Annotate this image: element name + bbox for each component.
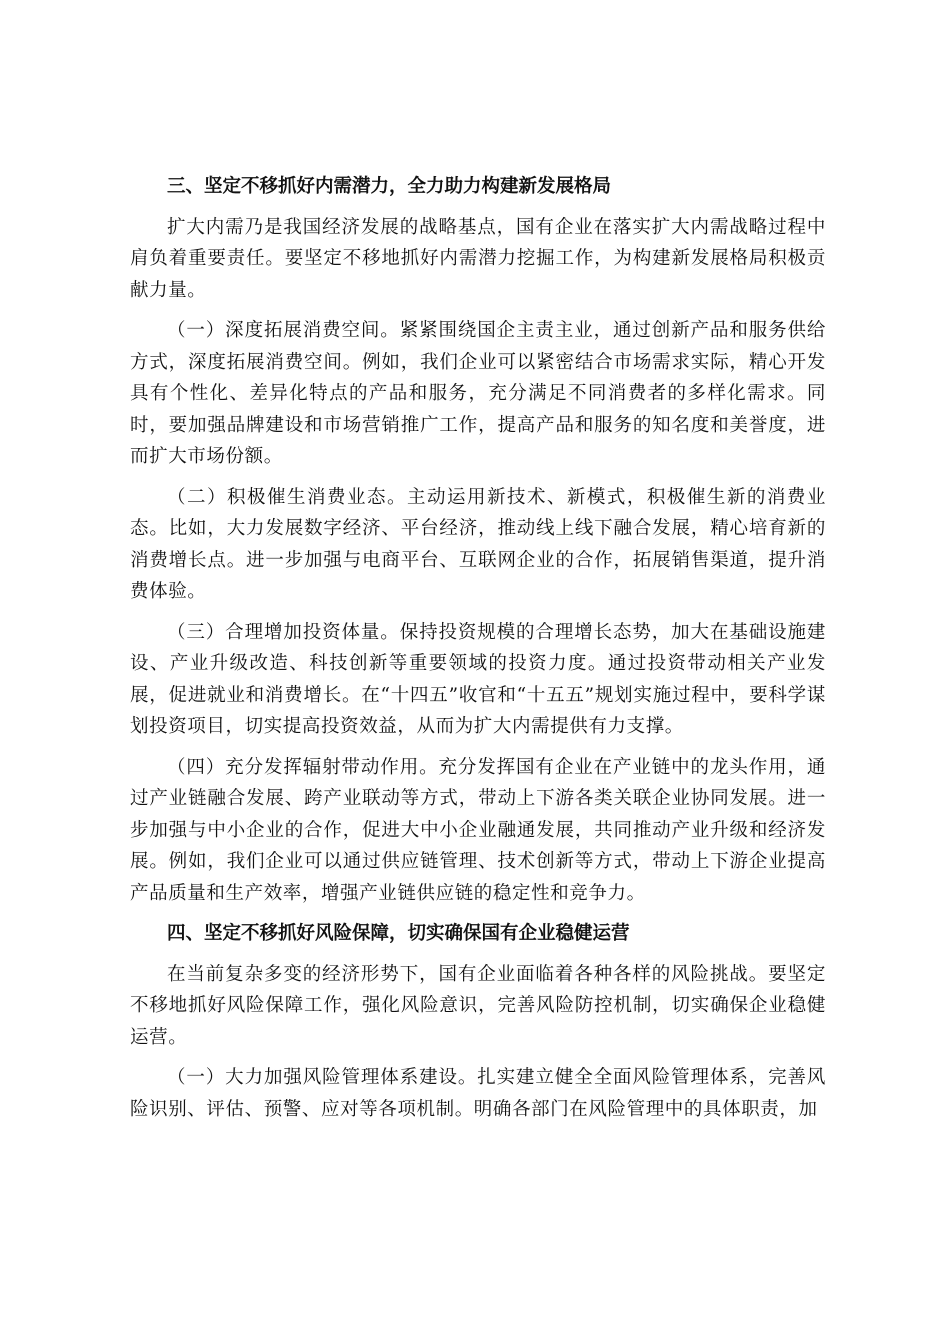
section-3-item-3-paragraph: （三）合理增加投资体量。保持投资规模的合理增长态势，加大在基础设施建设、产业升级改造、科技创新等重要领域的投资力度。通过投资带动相关产业发展，促进就业和消费增长。在“十四五”收官和“十五五”规划实施过程中，要科学谋划投资项目，切实提高投资效益，从而为扩大内需提供有力支撑。 [130, 621, 826, 737]
document-body [130, 171, 826, 1134]
section-3-heading: 三、坚定不移抓好内需潜力，全力助力构建新发展格局 [167, 176, 612, 197]
section-4-intro-paragraph: 在当前复杂多变的经济形势下，国有企业面临着各种各样的风险挑战。要坚定不移地抓好风险保障工作，强化风险意识，完善风险防控机制，切实确保企业稳健运营。 [130, 963, 826, 1048]
section-4-item-1-paragraph: （一）大力加强风险管理体系建设。扎实建立健全全面风险管理体系，完善风险识别、评估、预警、应对等各项机制。明确各部门在风险管理中的具体职责，加 [130, 1067, 826, 1120]
section-3-item-1-paragraph: （一）深度拓展消费空间。紧紧围绕国企主责主业，通过创新产品和服务供给方式，深度拓展消费空间。例如，我们企业可以紧密结合市场需求实际，精心开发具有个性化、差异化特点的产品和服务，充分满足不同消费者的多样化需求。同时，要加强品牌建设和市场营销推广工作，提高产品和服务的知名度和美誉度，进而扩大市场份额。 [130, 320, 826, 467]
section-3-item-2-paragraph: （二）积极催生消费业态。主动运用新技术、新模式，积极催生新的消费业态。比如，大力发展数字经济、平台经济，推动线上线下融合发展，精心培育新的消费增长点。进一步加强与电商平台、互联网企业的合作，拓展销售渠道，提升消费体验。 [130, 486, 826, 602]
section-4-heading: 四、坚定不移抓好风险保障，切实确保国有企业稳健运营 [167, 923, 630, 944]
section-3-intro-paragraph: 扩大内需乃是我国经济发展的战略基点，国有企业在落实扩大内需战略过程中肩负着重要责任。要坚定不移地抓好内需潜力挖掘工作，为构建新发展格局积极贡献力量。 [130, 216, 826, 301]
section-3-item-4-paragraph: （四）充分发挥辐射带动作用。充分发挥国有企业在产业链中的龙头作用，通过产业链融合发展、跨产业联动等方式，带动上下游各类关联企业协同发展。进一步加强与中小企业的合作，促进大中小企业融通发展，共同推动产业升级和经济发展。例如，我们企业可以通过供应链管理、技术创新等方式，带动上下游企业提高产品质量和生产效率，增强产业链供应链的稳定性和竞争力。 [130, 756, 826, 904]
